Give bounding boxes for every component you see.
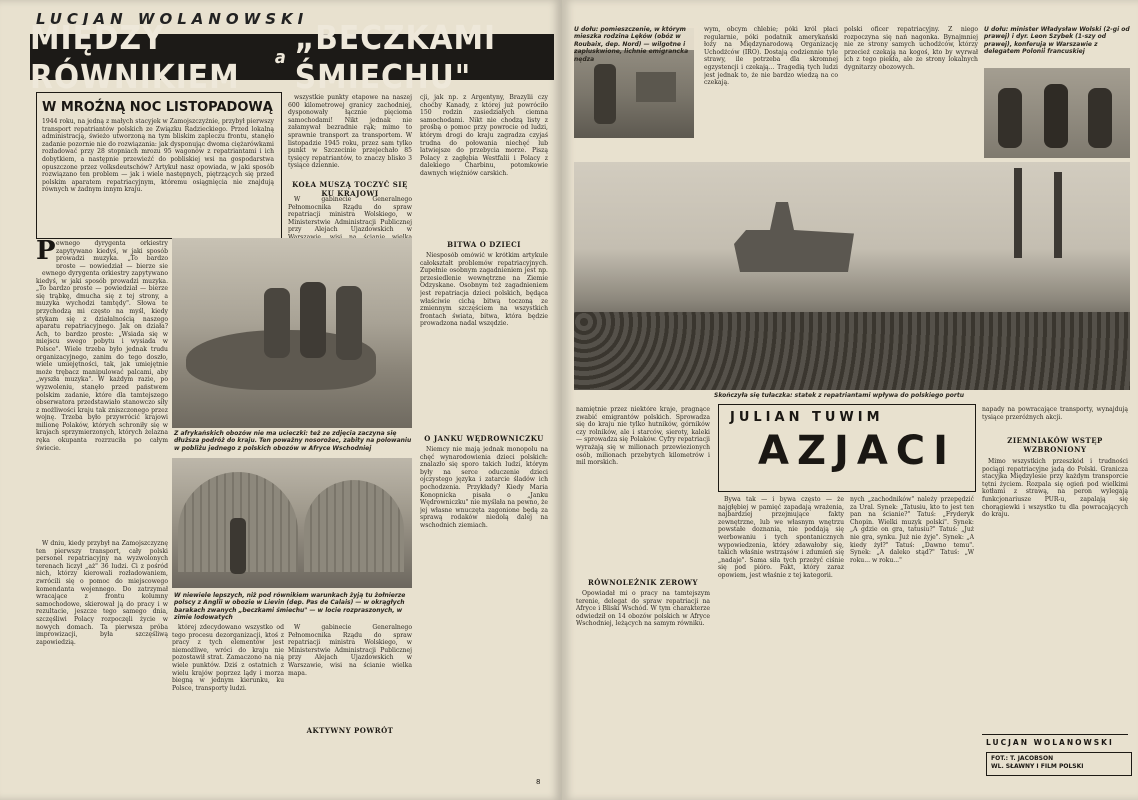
column-2c-text: której zdecydowano wszystko od tego procesu dezorganizacji, ktoś z pracy z tych elementów jest niemożliwe, wróci do kraju nie pozostawił strat. Zamaczono na nią wiele punktów. Dziś z ostatnich z wielu krajów poprzez lądy i morza biegną w jednym kierunku, ku Polsce, transporty ludzi. bbox=[172, 624, 284, 692]
page-number: 8 bbox=[536, 778, 541, 786]
azjaci-title: AZJACI bbox=[758, 428, 957, 474]
photo-credit-line-2: WL. SŁAWNY I FILM POLSKI bbox=[991, 762, 1084, 770]
person-in-room-1 bbox=[594, 64, 616, 124]
azjaci-text-col1: Bywa tak — i bywa często — że najgłębiej w pamięć zapadają wrażenia, najbardziej przejmujące fakty zewnętrzne, lub we własnym wnętrzu powstałe doznania, nie poddają się werbowaniu i tych spontanicznych wypowiedzenia, który zdawałoby się, takich właśnie wstrząsów i zdumień się „nadaje". Sama siła tych przeżyć ciśnie się pod pióro. Fakt, który zaraz opowiem, jest właśnie z tej kategorii. bbox=[718, 496, 844, 579]
section-heading-kola: KOŁA MUSZĄ TOCZYĆ SIĘ KU KRAJOWI bbox=[292, 180, 408, 198]
photo-credit-box bbox=[986, 752, 1132, 776]
middle-text-col1: namiętnie przez niektóre kraje, pragnące zwabić emigrantów polskich. Sprowadza się do kraju nie tylko hutników, górników czy rolników, ale i starców, sieroty, kaleki — sprowadza się Polaków. Cyfry repatriacji wyrażają się w milionach przewiezionych osób, milionach przebytych kilometrów i mil morskich. bbox=[576, 406, 710, 467]
section-heading-bitwa: BITWA O DZIECI bbox=[447, 240, 521, 249]
column-1-text: ewnego dyrygenta orkiestry zapytywano kiedyś, w jaki sposób prowadzi muzyka. „To bardzo proste — powiedział — bierze się trąbkę, dmucha się z tej strony, a muzyka wychodzi tamtędy". Słowa te przychodzą mi często na myśl, kiedy stykam się z działalnością naszego aparatu repatriacyjnego. Jak on działa? Ach, to bardzo proste: „Wsiada się w miejscu swego pobytu i wysiada w Polsce". Wiele trzeba było jednak trudu organizacyjnego, zanim do tego doszło, wiele umiejętności, tak, jak umiejętnie może trębacz manipulować palcami, aby „wyszła muzyka". W każdym razie, po wyzwoleniu, stanęło przed państwem polskim zadanie, które dla tamtejszego obserwatora przedstawiało stanowczo siły z możliwości kraju tak zniszczonego przez wojnę. Trzeba było przywrócić krajowi milionę Polaków, których schroniły się w krajach sprzymierzonych, których żelazna ręka okupanta rozrzuciła po całym świecie. bbox=[36, 270, 168, 452]
table-in-room bbox=[636, 72, 676, 102]
column-2d-text: W gabinecie Generalnego Pełnomocnika Rządu do spraw repatriacji ministra Wolskiego, w Ministerstwie Administracji Publicznej przy Alejach Ujazdowskich w Warszawie, wisi na ścianie wielka mapa. bbox=[288, 624, 412, 677]
photo-barracks-caption: W niewiele lepszych, niż pod równikiem warunkach żyją tu żołnierze polscy z Anglii w obozie w Lievin (dep. Pas de Calais) — w okrągłych barakach zwanych „beczkami śmiechu" — w locie rozpraszonych, w zimie lodowatych bbox=[174, 592, 406, 622]
photo-barracks bbox=[172, 458, 412, 588]
section-heading-aktywny: AKTYWNY POWRÓT bbox=[306, 726, 394, 735]
hunter-1 bbox=[264, 288, 290, 358]
quonset-hut-2 bbox=[304, 480, 404, 572]
column-1b-text: W dniu, kiedy przybył na Zamojszczyznę ten pierwszy transport, cały polski personel repatriacyjny na wyzwolonych terenach liczył „aż" 36 ludzi. Ci z pośród nich, którzy kierowali rozładowaniem, zwrócili się o pomoc do miejscowego komendanta wojennego. Do zatrzymał wracające z frontu kolumny samochodowe, skierował ją do pracy i w rezultacie, jeszcze tego samego dnia, szczęśliwi Polacy rozpoczęli życie w nowych domach. Ta pierwsza próba improwizacji, była szczęśliwą zapowiedzią. bbox=[36, 540, 168, 646]
title-part-2: „BECZKAMI ŚMIECHU" bbox=[294, 18, 497, 96]
crowd bbox=[574, 312, 1130, 390]
sign-rule bbox=[982, 734, 1128, 735]
right-page bbox=[562, 0, 1138, 800]
column-3c-text: Niemcy nie mają jednak monopolu na chęć wynarodowienia dzieci polskich: znalazło się sporo takich ludzi, którym były na serce oduczenie dzieci ojczystego języka i zatarcie śladów ich pochodzenia. Przykłady? Kiedy Maria Konopnicka pisała o „Janku Wędrowniczku" nie myślała na pewno, że jej własne wnuczęta zagonione będą za sprawą rodaków niedolą dalej na wschodnich ziemiach. bbox=[420, 446, 548, 529]
person-meeting-2 bbox=[1044, 84, 1068, 148]
column-2b-text: W gabinecie Generalnego Pełnomocnika Rządu do spraw repatriacji ministra Wolskiego, w Ministerstwie Administracji Publicznej przy Alejach Ujazdowskich w bbox=[288, 196, 412, 234]
photo-ship-arrival bbox=[574, 162, 1130, 390]
crane-1 bbox=[1014, 168, 1022, 258]
drop-cap: P bbox=[36, 236, 56, 266]
azjaci-author: JULIAN TUWIM bbox=[730, 410, 884, 425]
lead-text: 1944 roku, na jedną z małych stacyjek w Zamojszczyźnie, przybył pierwszy transport repatriantów polskich ze Związku Radzieckiego. Przed lokalną administracją, świeżo utworzoną na tym bliskim zapleczu frontu, stanęło zadanie pozornie nie do rozwiązania: jak dysponując dwoma ciężarówkami rozładować przy 28 stopniach mrozu 95 wagonów z repatriantami i ich dobytkiem, a następnie przewieźć do pobliskiej wsi na gospodarstwa opuszczone przez volksdeutschów? Artykuł nasz opowiada, w jaki sposób rozwiązano ten problem — jak i wiele następnych, piętrzących się przed polskim aparatem repatriacyjnym, któremu osiągnięcia nie znajdują równych w żadnym innym kraju. bbox=[42, 118, 274, 194]
title-part-1: MIĘDZY RÓWNIKIEM bbox=[30, 18, 240, 96]
photo-rhino-caption: Z afrykańskich obozów nie ma ucieczki: też ze zdjęcia zaczyna się dłuższa podróż do kraju. Ten poważny nosorożec, zabity na polowaniu w pobliżu jednego z polskich obozów w Afryce Wschodniej bbox=[174, 430, 412, 452]
top-right-caption: U dołu: minister Władysław Wolski (2-gi od prawej) i dyr. Leon Szybek (1-szy od prawej), konferują w Warszawie z delegatem Polonii francuskiej bbox=[984, 26, 1130, 56]
section-heading-janek: O JANKU WĘDROWNICZKU bbox=[424, 434, 544, 443]
column-3-text: cji, jak np. z Argentyny, Brazylii czy choćby Kanady, z której już powróciło 150 rodzin zasiedziałych ciemna samochodami. Nikt nie chodzą listy z prośbą o pomoc przy powrocie od ludzi, którym drogi do kraju zagradza czyjaś trudna do połowania niechęć lub latwiejsze do przebycia morze. Piszą Polacy z zagłębia Westfalii i Polacy z dalekiego Charbinu, potomkowie dawnych więźniów carskich. bbox=[420, 94, 548, 177]
author-signature: LUCJAN WOLANOWSKI bbox=[986, 738, 1114, 747]
person-figure bbox=[230, 518, 246, 574]
left-page bbox=[0, 0, 562, 800]
ship-silhouette bbox=[734, 202, 854, 272]
top-text-col2: polski oficer repatriacyjny. Z niego rozpoczyna się nań nagonka. Bynajmniej nie ze strony samych uchodźców, którzy przecież czekają na kogoś, kto by wyrwał ich z tego piekła, ale ze strony lokalnych dygnitarzy obozowych. bbox=[844, 26, 978, 71]
photo-rhino-hunt bbox=[172, 238, 412, 428]
title-amp: a bbox=[274, 46, 287, 68]
right-col-text2: Mimo wszystkich przeszkód i trudności pociągi repatriacyjne jadą do Polski. Granicza stacyjka Międzylesie przy każdym transporcie tętni życiem. Rozpala się ogień pod wielkimi kotłami z strawą, na peron wylegają funkcjonariusze PUR-u, zapalają się chorągiewki i wszystko tu dla powracających do kraju. bbox=[982, 458, 1128, 519]
section-heading-rownoleznik: RÓWNOLEŻNIK ZEROWY bbox=[587, 578, 699, 587]
hunter-2 bbox=[300, 282, 326, 358]
azjaci-text-col2: nych „zachodników" należy przepędzić za Ural. Synek: „Tatusiu, kto to jest ten pan na ścianie?" Tatuś: „Fryderyk Chopin. Wielki muzyk polski". Synek: „A gdzie on gra, tatusiu?" Tatuś: „Już nie gra, synku. Już nie żyje". Synek: „A kiedy żył?" Tatuś: „Dawno temu". Synek: „A daleko stąd?" Tatuś: „W roku... w roku..." bbox=[850, 496, 974, 564]
right-col-text: napady na powracające transporty, wynajdują tysiące przeróżnych akcji. bbox=[982, 406, 1128, 421]
person-meeting-3 bbox=[1088, 88, 1112, 148]
person-meeting-1 bbox=[998, 88, 1022, 148]
column-3b-text: Niesposób omówić w krótkim artykule całokształt problemów repatriacyjnych. Zupełnie osobnym zagadnieniem jest np. przesiedlenie wewnętrzne na Ziemie Odzyskane. Osobnym też zagadnieniem jest repatriacja dzieci polskich, będąca właściwie cichą bitwą toczoną ze zmiennym szczęściem na wszystkich frontach świata, bitwa, która będzie prowadzona nadal wszędzie. bbox=[420, 252, 548, 328]
photo-ship-caption: Skończyła się tułaczka: statek z repatriantami wpływa do polskiego portu bbox=[714, 392, 964, 399]
photo-minister-meeting bbox=[984, 68, 1130, 158]
top-left-caption: U dołu: pomieszczenie, w którym mieszka rodzina Lęków (obóz w Roubaix, dep. Nord) — wilgotne i zapluskwione, lichnie emigrancka nędza bbox=[574, 26, 698, 50]
lead-heading: W MROŹNĄ NOC LISTOPADOWĄ bbox=[42, 100, 273, 115]
author-heading: LUCJAN WOLANOWSKI bbox=[36, 10, 309, 28]
hunter-3 bbox=[336, 286, 362, 360]
column-2-text: wszystkie punkty etapowe na naszej 600 kilometrowej granicy zachodniej, dysponowały łącznie pięcioma samochodami! Nikt jednak nie załamywał bezradnie rąk; mimo to sprawnie transport za transportem. W listopadzie 1945 roku, przez sam tylko punkt w Szczecinie przejechało 85 tysięcy repatriantów, to znaczy blisko 3 tysiące dziennie. bbox=[288, 94, 412, 170]
middle-text-col1b: Opowiadał mi o pracy na tamtejszym terenie, delegat do spraw repatriacji na Afryce i Bliski Wschód. W tym charakterze odwiedził on 14 obozów polskich w Afryce Wschodniej, leżących na samym równiku. bbox=[576, 590, 710, 628]
crane-2 bbox=[1054, 172, 1062, 258]
section-heading-ziemniakow: ZIEMNIAKÓW WSTĘP WZBRONIONY bbox=[1007, 436, 1103, 454]
column-1-intro: ewnego dyrygenta orkiestry zapytywano kiedyś, w jaki sposób prowadzi muzyka. „To bardzo proste — powiedział — bierze się bbox=[56, 240, 168, 268]
top-text-col1: wym, obcym chlebie; póki król płaci regularnie, póki podatnik amerykański łoży na Międzynarodową Organizację Uchodźców (IRO). Dostają codziennie tyle strawy, ile potrzeba dla skromnej egzystencji i czekają... Tragedią tych ludzi jest jednak to, że nie bardzo wiedzą na co czekają. bbox=[704, 26, 838, 87]
photo-credit-line-1: FOT.: T. JACOBSON bbox=[991, 755, 1054, 762]
